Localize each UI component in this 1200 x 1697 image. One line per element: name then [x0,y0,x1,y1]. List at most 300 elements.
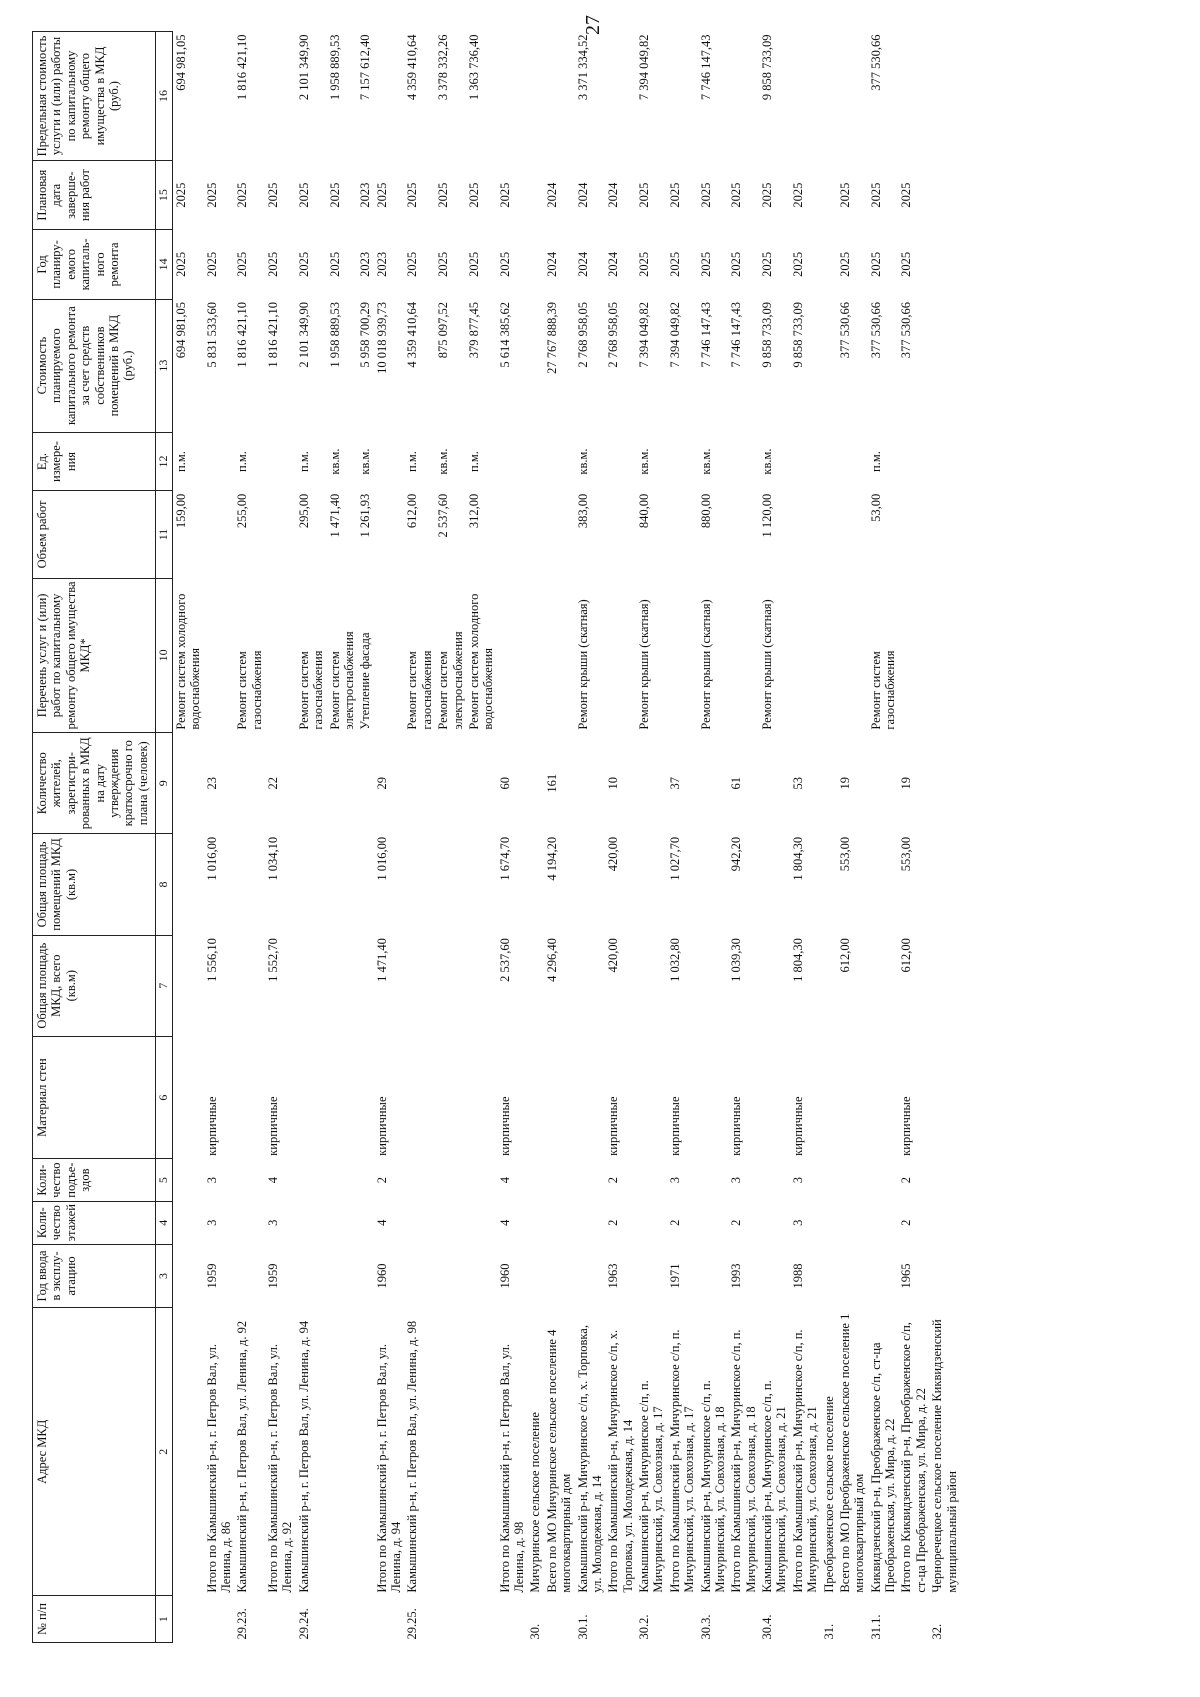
table-cell [929,1244,960,1308]
table-cell [698,1036,729,1159]
table-cell [821,578,837,732]
table-cell: Всего по МО Преображенское сельское поселение 1 многоквартирный дом [837,1313,867,1593]
table-cell: 312,00 [466,493,481,529]
table-row [265,32,296,1643]
table-cell: 2025 [327,251,342,277]
table-cell: кирпичные [497,1096,512,1156]
table-cell [357,1308,373,1596]
table-cell [837,578,868,732]
table-cell [435,1201,466,1244]
table-cell: 2025 [296,251,311,277]
column-header: Год планиру-емого капиталь-ного ремонта [33,230,156,299]
table-cell: Камышинский р-н, г. Петров Вал, ул. Ленина, д. 98 [405,1320,420,1593]
table-cell: 2025 [667,251,682,277]
table-cell: 1 261,93 [358,493,373,538]
table-cell [929,935,960,1036]
table-cell: 61 [729,777,744,790]
table-cell: кв.м. [698,448,713,475]
table-cell: 2025 [790,251,805,277]
table-cell [575,1244,606,1308]
table-cell [929,432,960,491]
table-cell: 2025 [760,182,775,208]
table-cell: 2025 [436,182,451,208]
table-row [636,32,667,1643]
header-row [33,32,156,1643]
column-header: Объем работ [33,491,156,578]
table-cell [265,578,296,732]
table-row [544,32,575,1643]
table-cell: 2025 [698,251,713,277]
table-cell [759,1201,790,1244]
table-cell: 2025 [405,251,420,277]
table-cell: 1 016,00 [204,836,219,881]
table-cell: 7 746 147,43 [729,302,744,368]
table-cell: 2024 [606,251,621,277]
table-cell [837,32,868,161]
table-cell [497,578,528,732]
table-cell: 694 981,05 [173,34,188,91]
table-cell [374,32,405,161]
table-cell [172,1308,203,1596]
table-cell: 420,00 [606,938,621,973]
table-cell: п.м. [405,451,420,472]
table-cell [636,1036,667,1159]
table-cell [327,1596,358,1643]
table-cell: 7 746 147,43 [698,34,713,101]
table-cell [728,1596,759,1643]
table-cell: 2025 [497,182,512,208]
table-cell: 553,00 [837,836,852,872]
table-cell [929,491,960,578]
table-row [868,32,899,1643]
table-cell: 1 556,10 [204,938,219,982]
table-cell: 7 746 147,43 [698,302,713,368]
column-header: Ед. измере-ния [33,432,156,491]
table-cell: п.м. [296,451,311,472]
table-cell [698,834,729,935]
table-cell [172,1596,203,1643]
table-cell [898,578,929,732]
table-cell: 2025 [837,251,852,277]
table-cell [172,733,203,834]
table-row [497,32,528,1643]
table-cell [868,1244,899,1308]
column-number: 13 [156,299,173,432]
table-cell: 1 552,70 [266,938,281,982]
table-cell: 3 371 334,52 [575,34,590,101]
table-cell [234,834,265,935]
table-cell [636,1159,667,1202]
table-cell [821,1244,837,1308]
table-cell: 29 [374,777,389,790]
table-cell: 1 816 421,10 [266,302,281,368]
table-cell [435,834,466,935]
table-cell: 694 981,05 [173,302,188,359]
column-header: № п/п [33,1596,156,1643]
table-cell [172,1036,203,1159]
table-cell [929,299,960,432]
table-cell [172,1244,203,1308]
table-cell: Ремонт крыши (скатная) [575,599,590,730]
table-cell [575,834,606,935]
table-cell: кв.м. [760,448,775,475]
table-cell: кв.м. [327,448,342,475]
table-cell: 5 831 533,60 [204,302,219,368]
table-cell [544,491,575,578]
table-cell: 4 359 410,64 [405,34,420,101]
table-cell [698,733,729,834]
table-cell: 2025 [837,182,852,208]
table-cell: 379 877,45 [466,302,481,359]
table-cell: 942,20 [729,836,744,872]
page-number: 27 [582,15,604,35]
table-cell [435,1159,466,1202]
column-number: 9 [156,733,173,834]
table-cell: 37 [667,777,682,790]
table-cell: Камышинский р-н, Мичуринское с/п, п. Мичуринский, ул. Совхозная, д. 21 [760,1380,789,1593]
table-cell [404,1036,435,1159]
table-cell: 3 [204,1177,219,1184]
table-cell: 30.1. [575,1614,590,1640]
table-cell: Итого по Камышинский р-н, Мичуринское с/п, п. Мичуринский, ул. Совхозная, д. 17 [667,1329,697,1593]
table-cell [667,491,698,578]
column-header: Адрес МКД [33,1308,156,1596]
table-cell: 7 394 049,82 [667,302,682,368]
table-cell [575,1036,606,1159]
table-cell [265,32,296,161]
table-cell [605,1596,636,1643]
table-cell: 2025 [266,251,281,277]
table-cell: 1 816 421,10 [235,34,250,101]
table-cell [296,834,327,935]
table-cell [234,1036,265,1159]
table-cell: 2024 [575,182,590,208]
table-cell [821,935,837,1036]
column-number: 6 [156,1036,173,1159]
table-cell [790,491,821,578]
table-cell [636,834,667,935]
table-cell: 1960 [497,1263,512,1289]
table-cell: 2024 [544,251,559,277]
table-cell [527,578,543,732]
table-cell [868,935,899,1036]
table-cell [759,935,790,1036]
table-cell [929,578,960,732]
table-cell [544,432,575,491]
table-cell: 1988 [790,1263,805,1289]
table-cell: 60 [497,777,512,790]
column-number-row [156,32,173,1643]
table-cell: 7 394 049,82 [637,34,652,101]
table-cell: 2025 [729,182,744,208]
table-cell: 2025 [790,182,805,208]
table-cell [821,432,837,491]
table-cell: 612,00 [405,493,420,529]
table-cell [728,432,759,491]
table-cell: 2024 [575,251,590,277]
table-cell [821,491,837,578]
table-cell: 22 [266,777,281,790]
table-cell: Итого по Камышинский р-н, г. Петров Вал, ул. Ленина, д. 98 [497,1344,527,1593]
table-cell: 2025 [868,251,883,277]
table-cell [728,491,759,578]
table-cell: Камышинский р-н, Мичуринское с/п, п. Мичуринский, ул. Совхозная, д. 18 [698,1380,727,1593]
table-cell [497,1596,528,1643]
table-cell: 3 [790,1219,805,1226]
table-cell [544,1596,575,1643]
table-cell: 2025 [204,182,219,208]
table-cell [466,1308,497,1596]
table-cell: Киквидзенский р-н, Преображенское с/п, ст-ца Преображенская, ул. Мира, д. 22 [868,1342,898,1593]
table-cell [172,1159,203,1202]
table-cell [435,935,466,1036]
table-cell: 2 101 349,90 [296,34,311,101]
table-body [172,32,960,1643]
table-cell [527,230,543,299]
table-cell: 2023 [374,251,389,277]
table-cell [204,578,235,732]
table-cell: п.м. [173,451,188,472]
table-cell: 2025 [173,251,188,277]
table-cell: 53,00 [868,493,883,522]
table-cell [234,733,265,834]
table-cell [605,432,636,491]
column-header: Год ввода в эксплу-атацию [33,1244,156,1308]
table-cell: 9 858 733,09 [760,302,775,368]
table-cell: 1993 [729,1263,744,1289]
table-cell: Ремонт систем холодного водоснабжения [466,593,496,730]
table-cell [527,1201,543,1244]
table-cell: 3 [729,1177,744,1184]
table-cell [357,1036,373,1159]
table-cell: 7 394 049,82 [637,302,652,368]
table-cell: 1965 [899,1263,914,1289]
table-cell [466,935,497,1036]
table-cell [728,32,759,161]
table-cell [466,1596,497,1643]
table-cell: Ремонт систем газоснабжения [405,650,434,730]
table-cell [636,733,667,834]
table-cell: 2023 [358,251,373,277]
table-cell [898,32,929,161]
table-cell: Ремонт систем газоснабжения [235,650,264,730]
table-cell [605,491,636,578]
table-cell [327,1036,358,1159]
table-cell: 27 767 888,39 [544,302,559,374]
table-cell [357,834,373,935]
column-header: Перечень услуг и (или) работ по капитальному ремонту общего имущества МКД* [33,578,156,732]
table-cell [605,578,636,732]
table-cell: 2024 [606,182,621,208]
table-cell: Утепление фасада [358,632,373,730]
table-cell: 23 [204,777,219,790]
table-cell: 1 039,30 [729,938,744,982]
table-cell [374,578,405,732]
table-cell: Ремонт систем газоснабжения [296,650,326,730]
table-cell [404,1201,435,1244]
table-cell: 29.25. [405,1608,420,1640]
table-cell: 2025 [497,251,512,277]
table-cell [575,935,606,1036]
table-cell [929,32,960,161]
table-cell: 53 [790,777,805,790]
table-row [172,32,203,1643]
table-cell [466,1244,497,1308]
table-cell: 3 [266,1219,281,1226]
table-cell [837,432,868,491]
table-row [837,32,868,1643]
table-cell [698,935,729,1036]
table-cell [466,733,497,834]
table-cell: Ремонт крыши (скатная) [637,599,652,730]
table-cell: Ремонт крыши (скатная) [760,599,775,730]
column-number: 10 [156,578,173,732]
table-cell: 2025 [266,182,281,208]
table-cell [821,1159,837,1202]
table-cell [172,1201,203,1244]
table-cell [527,1036,543,1159]
table-cell: кв.м. [358,448,373,475]
table-cell [265,432,296,491]
table-cell: Итого по Камышинский р-н, г. Петров Вал, ул. Ленина, д. 92 [266,1344,295,1593]
table-cell [544,1201,575,1244]
table-cell: 31. [821,1623,836,1640]
table-cell: 377 530,66 [899,302,914,359]
table-cell [929,834,960,935]
table-cell [759,1159,790,1202]
table-cell [544,578,575,732]
column-header: Предельная стоимость услуги и (или) работы по капитальному ремонту общего имущества в МКД (руб.) [33,32,156,161]
table-cell [698,1201,729,1244]
table-cell: Всего по МО Мичуринское сельское поселение 4 многоквартирный дом [544,1329,574,1593]
table-cell [929,1201,960,1244]
column-header: Плановая дата заверше-ния работ [33,161,156,230]
table-cell [821,161,837,230]
table-cell: 2025 [235,251,250,277]
table-row [374,32,405,1643]
table-cell: Ремонт систем электроснабжения [436,631,465,730]
table-cell: 19 [837,777,852,790]
table-cell: 553,00 [899,836,914,872]
table-cell: 1 120,00 [760,493,775,538]
table-cell: 1 363 736,40 [466,34,481,101]
table-cell [327,834,358,935]
table-cell [327,935,358,1036]
table-cell: 1963 [606,1263,621,1289]
table-row [527,32,543,1643]
table-cell: кирпичные [899,1096,914,1156]
table-cell [527,834,543,935]
table-cell: 420,00 [606,836,621,872]
table-cell: 4 [497,1219,512,1226]
column-header: Коли-чество этажей [33,1201,156,1244]
table-cell [296,733,327,834]
table-cell: 377 530,66 [868,302,883,359]
table-cell: 383,00 [575,493,590,529]
column-number: 4 [156,1201,173,1244]
table-cell: Итого по Камышинский р-н, Мичуринское с/п, п. Мичуринский, ул. Совхозная, д. 18 [729,1329,758,1593]
table-cell: 159,00 [173,493,188,529]
table-cell: 2 101 349,90 [296,302,311,368]
table-cell: Мичуринское сельское поселение [528,1412,543,1593]
table-cell [527,32,543,161]
table-cell: 30. [528,1623,543,1640]
table-cell [575,733,606,834]
table-cell [544,1159,575,1202]
table-cell [435,1308,466,1596]
table-cell: 1 471,40 [374,938,389,982]
column-number: 1 [156,1596,173,1643]
table-row [605,32,636,1643]
table-cell [296,1201,327,1244]
table-cell [837,1036,868,1159]
table-cell [357,1159,373,1202]
table-cell [821,32,837,161]
table-cell [544,1244,575,1308]
table-cell [790,578,821,732]
column-header: Коли-чество подъе-здов [33,1159,156,1202]
table-cell [759,733,790,834]
table-cell [544,32,575,161]
table-cell: 9 858 733,09 [760,34,775,101]
table-cell: п.м. [868,451,883,472]
table-cell: 7 157 612,40 [358,34,373,101]
table-cell [204,491,235,578]
table-row [821,32,837,1643]
column-number: 14 [156,230,173,299]
table-cell [265,1596,296,1643]
table-cell [357,733,373,834]
table-cell: 880,00 [698,493,713,529]
table-cell [868,834,899,935]
table-cell: 2025 [729,251,744,277]
table-row [466,32,497,1643]
table-cell: 2025 [698,182,713,208]
table-cell: 255,00 [235,493,250,529]
table-cell [837,1596,868,1643]
table-cell [527,491,543,578]
table-cell: 30.2. [637,1614,652,1640]
table-cell [759,1036,790,1159]
table-cell: 9 858 733,09 [790,302,805,368]
table-cell [296,1159,327,1202]
table-cell [636,935,667,1036]
table-cell: кирпичные [606,1096,621,1156]
table-cell: 30.3. [698,1614,713,1640]
table-cell [929,230,960,299]
table-row [929,32,960,1643]
table-cell: 19 [899,777,914,790]
table-cell [698,1244,729,1308]
table-cell: п.м. [466,451,481,472]
table-row [357,32,373,1643]
table-cell [868,1201,899,1244]
table-cell: 3 [790,1177,805,1184]
table-row [575,32,606,1643]
table-cell [821,733,837,834]
table-cell: 2 [667,1219,682,1226]
table-cell: 1 804,30 [790,836,805,881]
table-cell: 29.24. [296,1608,311,1640]
table-cell: 2 [606,1219,621,1226]
table-cell: кирпичные [266,1096,281,1156]
table-cell [527,935,543,1036]
table-cell [404,935,435,1036]
table-cell: Ремонт систем холодного водоснабжения [173,593,203,730]
table-cell [327,1159,358,1202]
table-cell [234,1201,265,1244]
table-cell [837,1244,868,1308]
